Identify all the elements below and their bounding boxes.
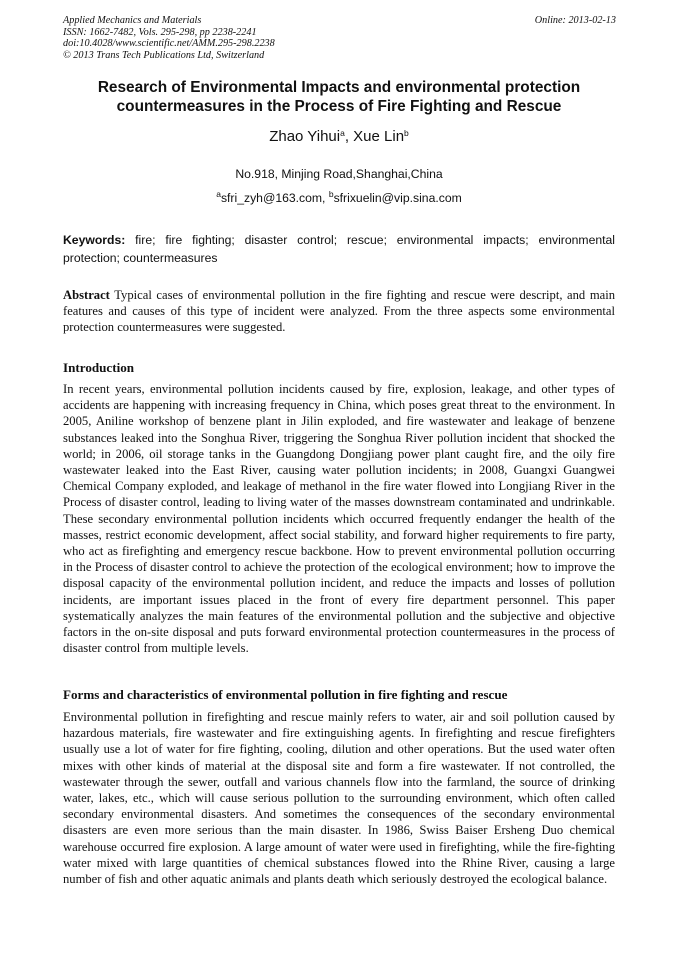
- section-body: Environmental pollution in firefighting and rescue mainly refers to water, air and soil pollution caused by hazardous materials, fire wastewater and fire extinguishing agents. In firefighting and rescue firefighters usually use a lot of water for fire fighting, cooling, dilution and other operations. But the used water often mixes with other kinds of material at the disposal site and form a fire wastewater. If not controlled, the wastewater through the sewer, outfall and various channels flow into the farmland, the source of drinking water, lakes, etc., which will cause serious pollution to the surrounding environment, which often called secondary environmental disasters. And sometimes the consequences of the secondary environmental disasters are even more serious than the main disaster. In 1986, Swiss Baiser Ersheng Duo chemical warehouse occurred fire explosion. A large amount of water were used in firefighting, while the fire-fighting water mixed with large quantities of chemical substances flowed into the Rhine River, causing a large number of fish and other aquatic animals and plants death which seriously destroyed the ecological balance.: [63, 710, 615, 887]
- author-emails: [63, 191, 615, 205]
- keywords: [63, 231, 615, 267]
- author-name: Zhao Yihui: [269, 128, 341, 145]
- keywords-text: fire; fire fighting; disaster control; rescue; environmental impacts; environmental protection; countermeasures: [63, 233, 615, 265]
- journal-info: [63, 15, 616, 61]
- journal-doi[interactable]: doi:10.4028/www.scientific.net/AMM.295-298.2238: [63, 38, 275, 50]
- abstract-text: Typical cases of environmental pollution in the fire fighting and rescue were descript, and main features and causes of this type of incident were analyzed. From the three aspects some environmental protection countermeasures were suggested.: [63, 288, 615, 335]
- online-date: Online: 2013-02-13: [534, 15, 616, 26]
- email-mark: b: [328, 189, 334, 199]
- abstract: [63, 287, 615, 336]
- journal-name: Applied Mechanics and Materials: [63, 15, 202, 26]
- journal-copyright: © 2013 Trans Tech Publications Ltd, Switzerland: [63, 49, 265, 61]
- keywords-label: Keywords:: [63, 233, 126, 247]
- section-body: In recent years, environmental pollution incidents caused by fire, explosion, leakage, and other types of accidents are happening with increasing frequency in China, which poses great threat to the environment. In 2005, Aniline workshop of benzene plant in Jilin exploded, and fire wastewater and leakage of benzene substances leaked into the Songhua River, triggering the Songhua River pollution incident that shocked the world; in 2006, oil storage tanks in the Guangdong Dongjiang power plant caught fire, and the oily fire wastewater leaked into the East River, causing water pollution incidents; in 2008, Guangxi Guangwei Chemical Company exploded, and leakage of methanol in the fire water flowed into Longjiang River in the Process of disaster control, leading to living water of the masses downstream contaminated and undrinkable. These secondary environmental pollution incidents which occurred frequently endanger the health of the masses, restrict economic development, affect social stability, and forward higher requirements to fire party, who act as firefighting and emergency rescue backbone. How to prevent environmental pollution occurring in the Process of disaster control to achieve the protection of the ecological environment; how to improve the disposal capacity of the environmental pollution incident, and reduce the impacts and losses of pollution incidents, are important issues placed in the front of every fire department personnel. This paper systematically analyzes the main features of the environmental pollution and the subjective and objective factors in the on-site disposal and puts forward environmental protection countermeasures in the process of disaster control from multiple levels.: [63, 382, 615, 656]
- paper-title: Research of Environmental Impacts and environmental protection countermeasures in the Process of Fire Fighting and Rescue: [97, 79, 581, 115]
- journal-header: [63, 15, 616, 65]
- author-separator: ,: [344, 128, 354, 145]
- section-heading: Introduction: [63, 360, 135, 375]
- affiliation: No.918, Minjing Road,Shanghai,China: [235, 167, 443, 181]
- email-mark: a: [216, 189, 221, 199]
- abstract-label: Abstract: [63, 288, 110, 302]
- email-link[interactable]: sfri_zyh@163.com,: [220, 191, 329, 205]
- author-affil-mark: b: [404, 128, 409, 138]
- paper-authors: [63, 128, 615, 145]
- email-link[interactable]: sfrixuelin@vip.sina.com: [333, 191, 462, 205]
- author-name: Xue Lin: [353, 128, 405, 145]
- section-heading: Forms and characteristics of environmental pollution in fire fighting and rescue: [63, 687, 508, 702]
- author-affil-mark: a: [340, 128, 345, 138]
- journal-issn: ISSN: 1662-7482, Vols. 295-298, pp 2238-2241: [63, 26, 257, 38]
